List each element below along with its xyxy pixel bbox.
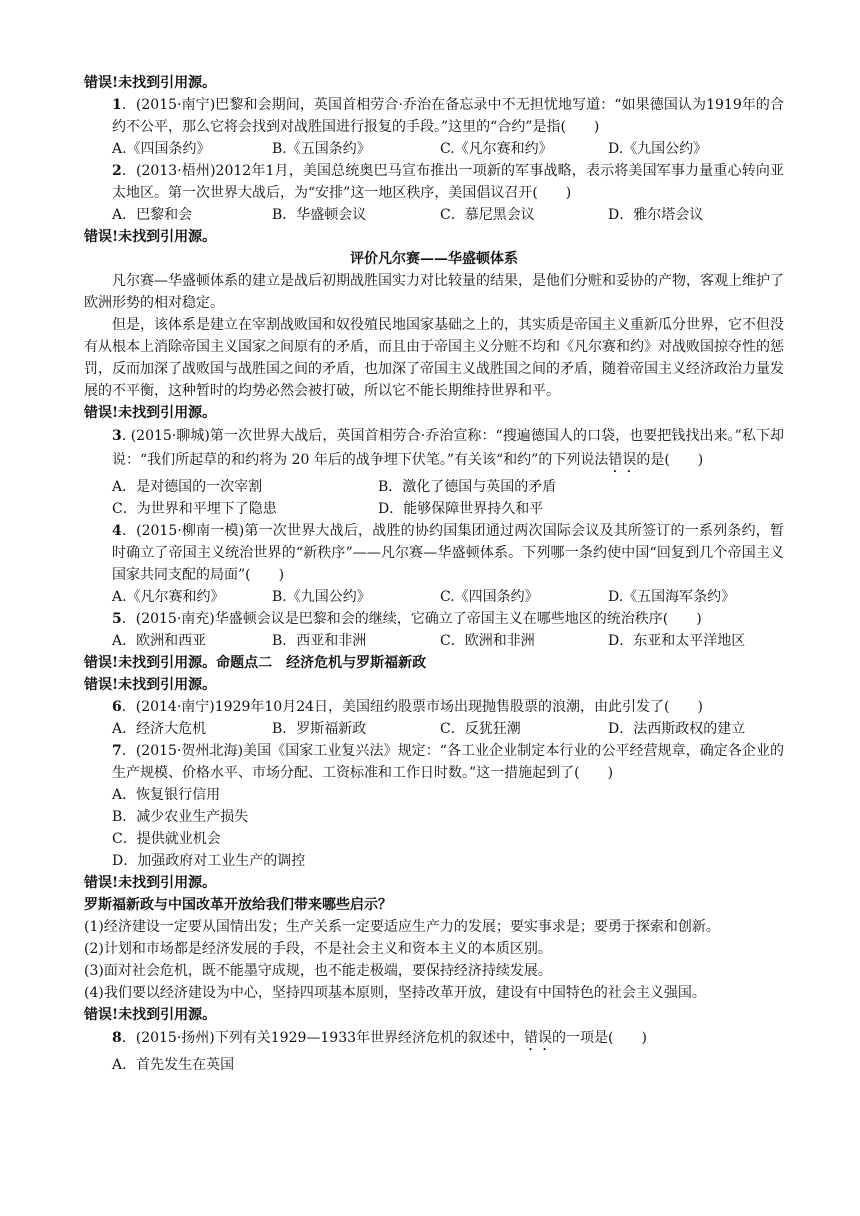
question-5-number: 5	[112, 611, 122, 627]
insight-item-2: (2)计划和市场都是经济发展的手段，不是社会主义和资本主义的本质区别。	[84, 941, 552, 957]
question-7-stem: ．(2015·贺州北海)美国《国家工业复兴法》规定：“各工业企业制定本行业的公平经营规章，确定各企业的生产规模、价格水平、市场分配、工资标准和工作日时数。”这一措施起到了( )	[112, 743, 784, 781]
question-1-stem: ．(2015·南宁)巴黎和会期间，英国首相劳合·乔治在备忘录中不无担忧地写道：“如果德国认为1919年的合约不公平，那么它将会找到对战胜国进行报复的手段。”这里的“合约”是指( )	[112, 97, 784, 135]
question-5-options	[84, 630, 784, 652]
error-reference-1: 错误!未找到引用源。	[84, 75, 217, 91]
question-5	[84, 608, 784, 630]
insight-item-1: (1)经济建设一定要从国情出发；生产关系一定要适应生产力的发展；要实事求是；要勇于探索和创新。	[84, 919, 720, 935]
question-6-option-b: B．罗斯福新政	[272, 721, 367, 737]
question-1-option-b: B.《五国条约》	[272, 141, 371, 157]
question-2	[84, 160, 784, 204]
question-8	[84, 1026, 784, 1054]
question-7-number: 7	[112, 743, 122, 759]
error-reference-4: 错误!未找到引用源。	[84, 655, 217, 671]
question-6-stem: ．(2014·南宁)1929年10月24日，美国纽约股票市场出现抛售股票的浪潮，由此引发了( )	[121, 699, 703, 715]
question-4-option-d: D.《五国海军条约》	[608, 589, 736, 605]
question-6-option-a: A．经济大危机	[112, 721, 207, 737]
question-3-option-a: A．是对德国的一次宰割	[112, 479, 263, 495]
error-reference-3: 错误!未找到引用源。	[84, 405, 217, 421]
question-3-stem-a: . (2015·聊城)第一次世界大战后，英国首相劳合·乔治宣称：“搜遍德国人的口袋，也要把钱找出来。”私下却说：“我们所起草的和约将为 20 年后的战争埋下伏笔。”有关该“和约”的下列说法	[112, 428, 784, 468]
question-2-option-c: C．慕尼黑会议	[440, 207, 535, 223]
topic-2-heading	[84, 652, 784, 674]
question-7-option-b: B．减少农业生产损失	[112, 809, 249, 825]
question-4-option-a: A.《凡尔赛和约》	[112, 589, 225, 605]
question-8-stem-a: ．(2015·扬州)下列有关1929—1933年世界经济危机的叙述中，	[121, 1030, 525, 1046]
review-paragraph-1: 凡尔赛—华盛顿体系的建立是战后初期战胜国实力对比较量的结果，是他们分赃和妥协的产物，客观上维护了欧洲形势的相对稳定。	[84, 273, 784, 311]
question-4-option-b: B.《九国公约》	[272, 589, 371, 605]
error-reference-5: 错误!未找到引用源。	[84, 677, 217, 693]
question-7-option-c: C．提供就业机会	[112, 831, 221, 847]
question-3-emphasis: 错误	[608, 452, 637, 468]
question-6-option-d: D．法西斯政权的建立	[608, 721, 746, 737]
question-2-options	[84, 204, 784, 226]
question-8-number: 8	[112, 1030, 122, 1046]
question-3-option-c: C．为世界和平埋下了隐患	[112, 501, 277, 517]
question-2-option-b: B．华盛顿会议	[272, 207, 367, 223]
error-reference-2: 错误!未找到引用源。	[84, 229, 217, 245]
question-4-number: 4	[112, 523, 122, 539]
question-3-options-row-2	[84, 498, 784, 520]
question-1-number: 1	[112, 97, 122, 113]
question-2-option-d: D．雅尔塔会议	[608, 207, 704, 223]
question-5-option-b: B．西亚和非洲	[272, 633, 367, 649]
question-3-stem-b: 的是( )	[636, 452, 704, 468]
question-3-option-b: B．激化了德国与英国的矛盾	[378, 479, 557, 495]
question-1-option-a: A.《四国条约》	[112, 141, 211, 157]
question-6-option-c: C．反犹狂潮	[440, 721, 521, 737]
question-1	[84, 94, 784, 138]
question-5-option-c: C．欧洲和非洲	[440, 633, 535, 649]
insight-title: 罗斯福新政与中国改革开放给我们带来哪些启示？	[84, 897, 392, 913]
question-8-stem-b: 的一项是( )	[552, 1030, 647, 1046]
question-5-option-a: A．欧洲和西亚	[112, 633, 207, 649]
review-title: 评价凡尔赛——华盛顿体系	[350, 251, 518, 267]
question-3-option-d: D．能够保障世界持久和平	[378, 501, 544, 517]
question-3-number: 3	[112, 428, 122, 444]
question-6-number: 6	[112, 699, 122, 715]
question-7-option-d: D．加强政府对工业生产的调控	[112, 853, 306, 869]
error-reference-7: 错误!未找到引用源。	[84, 1007, 217, 1023]
question-5-option-d: D．东亚和太平洋地区	[608, 633, 746, 649]
question-4-stem: ．(2015·柳南一模)第一次世界大战后，战胜的协约国集团通过两次国际会议及其所签订的一系列条约，暂时确立了帝国主义统治世界的“新秩序”——凡尔赛—华盛顿体系。下列哪一条约使中国“回复到几个帝国主义国家共同支配的局面”( )	[112, 523, 784, 583]
question-1-options	[84, 138, 784, 160]
question-1-option-d: D.《九国公约》	[608, 141, 708, 157]
question-2-number: 2	[112, 163, 122, 179]
question-4	[84, 520, 784, 586]
question-4-option-c: C.《四国条约》	[440, 589, 539, 605]
question-7	[84, 740, 784, 784]
error-reference-6: 错误!未找到引用源。	[84, 875, 217, 891]
question-8-option-a: A．首先发生在英国	[112, 1057, 235, 1073]
question-6	[84, 696, 784, 718]
question-6-options	[84, 718, 784, 740]
document-page	[84, 72, 784, 1076]
question-7-option-a: A．恢复银行信用	[112, 787, 221, 803]
insight-item-4: (4)我们要以经济建设为中心，坚持四项基本原则，坚持改革开放，建设有中国特色的社会主义强国。	[84, 985, 706, 1001]
question-3	[84, 424, 784, 476]
review-paragraph-2: 但是，该体系是建立在宰割战败国和奴役殖民地国家基础之上的，其实质是帝国主义重新瓜分世界，它不但没有从根本上消除帝国主义国家之间原有的矛盾，而且由于帝国主义分赃不均和《凡尔赛和约》对战败国掠夺性的惩罚，反而加深了战败国与战胜国之间的矛盾，也加深了帝国主义战胜国之间的矛盾，随着帝国主义经济政治力量发展的不平衡，这种暂时的均势必然会被打破，所以它不能长期维持世界和平。	[84, 317, 784, 399]
insight-item-3: (3)面对社会危机，既不能墨守成规，也不能走极端，要保持经济持续发展。	[84, 963, 552, 979]
question-1-option-c: C.《凡尔赛和约》	[440, 141, 553, 157]
question-3-options-row-1	[84, 476, 784, 498]
question-2-stem: ．(2013·梧州)2012年1月，美国总统奥巴马宣布推出一项新的军事战略，表示将美国军事力量重心转向亚太地区。第一次世界大战后，为“安排”这一地区秩序，美国倡议召开( )	[112, 163, 784, 201]
question-2-option-a: A．巴黎和会	[112, 207, 193, 223]
question-4-options	[84, 586, 784, 608]
question-8-emphasis: 错误	[524, 1030, 553, 1046]
question-5-stem: ．(2015·南充)华盛顿会议是巴黎和会的继续，它确立了帝国主义在哪些地区的统治秩序( )	[121, 611, 702, 627]
topic-2-title: 命题点二 经济危机与罗斯福新政	[216, 655, 427, 671]
